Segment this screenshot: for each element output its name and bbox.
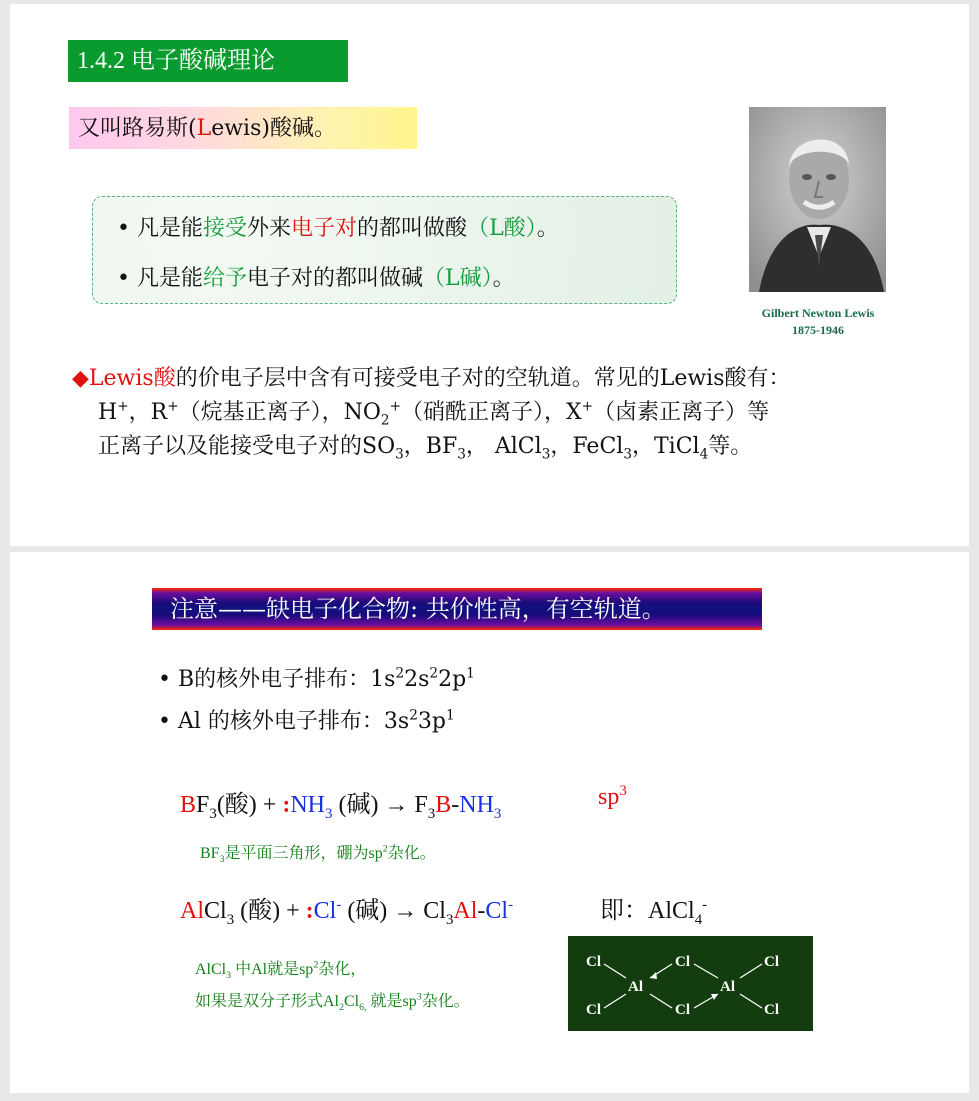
text: 3p bbox=[417, 709, 446, 734]
boron: B bbox=[435, 792, 452, 818]
sup: + bbox=[117, 398, 129, 415]
accept-word: 接受 bbox=[203, 216, 248, 241]
text: 外来 bbox=[247, 216, 292, 241]
sub: 3 bbox=[226, 970, 232, 982]
sub: 3 bbox=[226, 911, 235, 928]
subtitle-l: L bbox=[196, 116, 212, 141]
lewis-acid-term: Lewis酸 bbox=[88, 366, 176, 391]
text: 的都叫做酸 bbox=[357, 216, 468, 241]
lewis-acid-paragraph-line2 bbox=[98, 396, 769, 430]
sup: - bbox=[336, 897, 342, 913]
sup: - bbox=[508, 897, 514, 913]
sub: 3 bbox=[219, 854, 225, 866]
base-definition bbox=[117, 261, 515, 292]
cl-atom: Cl bbox=[764, 954, 779, 970]
text: 电子对的都叫做碱 bbox=[247, 266, 424, 291]
text: （烷基正离子），NO bbox=[178, 400, 381, 425]
al-atom: Al bbox=[628, 979, 643, 995]
bond bbox=[604, 964, 626, 978]
sup: 2 bbox=[409, 707, 418, 724]
acid-definition bbox=[117, 211, 559, 242]
diamond-icon: ◆ bbox=[72, 366, 89, 391]
lone-pair: : bbox=[305, 898, 314, 924]
text: 中Al就是sp bbox=[231, 961, 314, 978]
text: 凡是能 bbox=[136, 216, 203, 241]
bond bbox=[650, 994, 672, 1008]
bond bbox=[740, 964, 762, 978]
alcl3-note-line1 bbox=[195, 956, 367, 982]
cl-atom: Cl bbox=[764, 1002, 779, 1018]
text: 杂化。 bbox=[421, 993, 470, 1010]
cl-atom: Cl bbox=[675, 1002, 690, 1018]
boron: B bbox=[180, 792, 197, 818]
text: (碱) → Cl bbox=[341, 898, 446, 924]
bullet: • bbox=[117, 266, 130, 291]
lewis-acid-paragraph-line3 bbox=[98, 430, 752, 464]
aluminum: Al bbox=[180, 898, 204, 924]
sup: - bbox=[702, 897, 708, 913]
bond bbox=[740, 994, 762, 1008]
ammonia: NH bbox=[459, 792, 494, 818]
bf3-note bbox=[200, 840, 436, 866]
sup: 2 bbox=[382, 843, 388, 855]
sub: 2 bbox=[380, 412, 390, 429]
text: ，R bbox=[128, 400, 168, 425]
text: Cl bbox=[343, 993, 360, 1010]
bullet: • bbox=[117, 216, 130, 241]
definition-box bbox=[92, 196, 677, 304]
cl-atom: Cl bbox=[586, 954, 601, 970]
lewis-acid-paragraph-line1 bbox=[72, 362, 791, 396]
section-title: 1.4.2 电子酸碱理论 bbox=[68, 40, 348, 82]
alcl3-cl-equation bbox=[180, 890, 514, 928]
text: 是平面三角形，硼为sp bbox=[224, 845, 383, 862]
sub: 3 bbox=[395, 446, 404, 463]
lewis-portrait bbox=[749, 107, 886, 292]
text: 如果是双分子形式Al bbox=[195, 993, 340, 1010]
text: ，BF bbox=[403, 434, 458, 459]
sub: 3 bbox=[493, 805, 502, 822]
text: ，FeCl bbox=[550, 434, 624, 459]
text: 等。 bbox=[708, 434, 753, 459]
text: （硝酰正离子），X bbox=[401, 400, 582, 425]
subtitle-suffix: )酸碱。 bbox=[261, 116, 336, 141]
text: 杂化。 bbox=[387, 845, 436, 862]
text: ， AlCl bbox=[465, 434, 542, 459]
text: H bbox=[98, 400, 118, 425]
text: AlCl bbox=[195, 961, 227, 978]
text: 。 bbox=[536, 216, 559, 241]
text: ，TiCl bbox=[631, 434, 700, 459]
arrow-head bbox=[650, 972, 657, 979]
text: F bbox=[196, 792, 210, 818]
bf3-nh3-equation bbox=[180, 784, 502, 822]
sup: 2 bbox=[313, 959, 319, 971]
bond bbox=[604, 994, 626, 1008]
bond bbox=[694, 964, 718, 978]
sup: 1 bbox=[466, 665, 475, 682]
sub: 3 bbox=[457, 446, 466, 463]
boron-electron-config bbox=[158, 662, 475, 693]
text: （卤素正离子）等 bbox=[593, 400, 770, 425]
subtitle-ewis: ewis bbox=[211, 116, 262, 141]
lone-pair: : bbox=[282, 792, 291, 818]
al2cl6-diagram bbox=[568, 936, 813, 1031]
text: 2s bbox=[404, 667, 430, 692]
text: (酸) + bbox=[234, 898, 306, 924]
text: 杂化， bbox=[318, 961, 367, 978]
donate-word: 给予 bbox=[203, 266, 248, 291]
sup: + bbox=[389, 398, 401, 415]
ammonia: NH bbox=[290, 792, 326, 818]
aluminum-electron-config bbox=[158, 704, 455, 735]
chloride: Cl bbox=[485, 898, 509, 924]
text: 正离子以及能接受电子对的SO bbox=[98, 434, 396, 459]
aluminum: Al bbox=[453, 898, 478, 924]
sup: 3 bbox=[416, 991, 422, 1003]
al2cl6-structure bbox=[568, 936, 813, 1031]
text: (碱) → F bbox=[332, 792, 428, 818]
text: sp bbox=[598, 784, 620, 810]
sup: + bbox=[581, 398, 594, 415]
subtitle-banner bbox=[69, 107, 417, 149]
sup: 3 bbox=[619, 783, 627, 799]
note-banner: 注意——缺电子化合物: 共价性高，有空轨道。 bbox=[152, 588, 762, 630]
sub: 3 bbox=[427, 805, 436, 822]
text: BF bbox=[200, 845, 220, 862]
text: (酸) + bbox=[216, 792, 283, 818]
cl-atom: Cl bbox=[675, 954, 690, 970]
electron-pair-word: 电子对 bbox=[291, 216, 358, 241]
portrait-image bbox=[749, 107, 886, 292]
text: 。 bbox=[492, 266, 515, 291]
sub: 3 bbox=[445, 911, 454, 928]
portrait-years: 1875-1946 bbox=[792, 323, 844, 337]
sub: 3 bbox=[325, 805, 333, 822]
sp3-label bbox=[598, 784, 627, 811]
subtitle-prefix: 又叫路易斯( bbox=[78, 116, 197, 141]
slide-2 bbox=[10, 552, 969, 1093]
sub: 4 bbox=[694, 911, 703, 928]
sup: 2 bbox=[429, 665, 439, 682]
text: 2p bbox=[438, 667, 467, 692]
text: Cl bbox=[204, 898, 227, 924]
sub: 3 bbox=[623, 446, 632, 463]
al-atom: Al bbox=[720, 979, 735, 995]
sup: 2 bbox=[395, 665, 405, 682]
sub: 4 bbox=[699, 446, 709, 463]
text: • Al 的核外电子排布：3s bbox=[158, 709, 410, 734]
portrait-name: Gilbert Newton Lewis bbox=[761, 306, 875, 320]
l-acid-label: （L酸） bbox=[467, 216, 537, 241]
l-base-label: （L碱） bbox=[423, 266, 493, 291]
alcl3-note-line2 bbox=[195, 988, 470, 1014]
sup: 1 bbox=[445, 707, 455, 724]
sub: 6, bbox=[359, 1002, 367, 1014]
sub: 3 bbox=[541, 446, 551, 463]
text: - bbox=[451, 792, 460, 818]
alcl4-label bbox=[600, 890, 708, 928]
chloride: Cl bbox=[313, 898, 337, 924]
text: • B的核外电子排布：1s bbox=[158, 667, 396, 692]
sub: 3 bbox=[209, 805, 217, 822]
text: - bbox=[477, 898, 486, 924]
text: 的价电子层中含有可接受电子对的空轨道。常见的Lewis酸有： bbox=[175, 366, 791, 391]
text: 就是sp bbox=[366, 993, 417, 1010]
text: 凡是能 bbox=[136, 266, 203, 291]
sup: + bbox=[167, 398, 179, 415]
text: 即：AlCl bbox=[600, 898, 695, 924]
sub: 2 bbox=[339, 1002, 344, 1014]
slide-1 bbox=[10, 4, 969, 546]
cl-atom: Cl bbox=[586, 1002, 601, 1018]
